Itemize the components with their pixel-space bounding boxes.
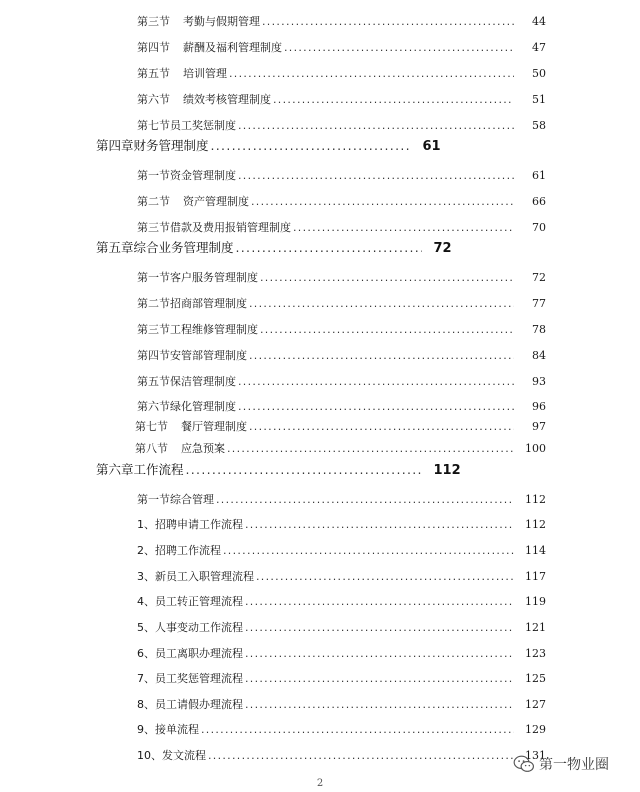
toc-page-number: 97 bbox=[532, 420, 546, 433]
toc-leader bbox=[223, 543, 514, 559]
toc-leader bbox=[186, 461, 422, 479]
toc-leader bbox=[245, 697, 514, 713]
toc-entry-label: 第一节客户服务管理制度 bbox=[137, 271, 258, 284]
toc-entry[interactable] bbox=[137, 748, 546, 764]
toc-leader bbox=[249, 296, 514, 312]
toc-entry[interactable] bbox=[137, 40, 546, 56]
toc-entry-label: 第一节资金管理制度 bbox=[137, 169, 236, 182]
watermark bbox=[513, 754, 609, 774]
toc-page-number: 121 bbox=[525, 621, 546, 634]
toc-entry-label: 3、新员工入职管理流程 bbox=[137, 570, 254, 583]
toc-page-number: 123 bbox=[525, 647, 546, 660]
toc-page-number: 78 bbox=[532, 323, 546, 336]
toc-leader bbox=[238, 399, 514, 415]
toc-entry-label: 第四节 薪酬及福利管理制度 bbox=[137, 41, 282, 54]
toc-entry-label: 8、员工请假办理流程 bbox=[137, 698, 243, 711]
toc-leader bbox=[245, 517, 514, 533]
toc-page-number: 72 bbox=[532, 271, 546, 284]
toc-entry-label: 第五节保洁管理制度 bbox=[137, 375, 236, 388]
toc-leader bbox=[238, 168, 514, 184]
toc-page-number: 114 bbox=[525, 544, 546, 557]
toc-entry-label: 第二节招商部管理制度 bbox=[137, 297, 247, 310]
toc-leader bbox=[256, 569, 514, 585]
toc-entry[interactable] bbox=[137, 697, 546, 713]
toc-entry[interactable] bbox=[137, 348, 546, 364]
toc-entry[interactable] bbox=[135, 419, 546, 435]
toc-page-number: 77 bbox=[532, 297, 546, 310]
toc-leader bbox=[262, 14, 514, 30]
toc-entry-label: 第三节 考勤与假期管理 bbox=[137, 15, 260, 28]
toc-page-number: 127 bbox=[525, 698, 546, 711]
toc-entry[interactable] bbox=[137, 517, 546, 533]
watermark-text: 第一物业圈 bbox=[539, 757, 609, 773]
toc-entry[interactable] bbox=[137, 118, 546, 134]
toc-entry-label: 10、发文流程 bbox=[137, 749, 206, 762]
toc-chapter-label: 第六章工作流程 bbox=[96, 462, 184, 477]
toc-entry[interactable] bbox=[137, 646, 546, 662]
toc-entry[interactable] bbox=[137, 322, 546, 338]
toc-leader bbox=[284, 40, 514, 56]
toc-entry[interactable] bbox=[137, 671, 546, 687]
toc-leader bbox=[236, 239, 422, 257]
toc-entry[interactable] bbox=[137, 399, 546, 415]
toc-leader bbox=[273, 92, 514, 108]
toc-entry[interactable] bbox=[137, 14, 546, 30]
wechat-icon bbox=[513, 755, 535, 773]
toc-entry[interactable] bbox=[137, 220, 546, 236]
toc-page-number: 96 bbox=[532, 400, 546, 413]
toc-leader bbox=[260, 270, 514, 286]
toc-entry-label: 第四节安管部管理制度 bbox=[137, 349, 247, 362]
toc-leader bbox=[245, 594, 514, 610]
toc-page-number: 100 bbox=[525, 442, 546, 455]
toc-leader bbox=[238, 118, 514, 134]
toc-page-number: 112 bbox=[525, 493, 546, 506]
footer-page-number: 2 bbox=[316, 778, 324, 789]
toc-leader bbox=[216, 492, 514, 508]
toc-entry[interactable] bbox=[137, 620, 546, 636]
toc-entry-label: 第六节绿化管理制度 bbox=[137, 400, 236, 413]
toc-page-number: 47 bbox=[532, 41, 546, 54]
toc-page-number: 44 bbox=[532, 15, 546, 28]
toc-page-number: 58 bbox=[532, 119, 546, 132]
toc-entry[interactable] bbox=[137, 594, 546, 610]
toc-entry[interactable] bbox=[137, 296, 546, 312]
toc-page-number: 72 bbox=[433, 241, 452, 256]
toc-entry[interactable] bbox=[137, 66, 546, 82]
toc-page-number: 50 bbox=[532, 67, 546, 80]
toc-page-number: 129 bbox=[525, 723, 546, 736]
toc-entry[interactable] bbox=[137, 569, 546, 585]
toc-entry[interactable] bbox=[137, 374, 546, 390]
toc-leader bbox=[251, 194, 514, 210]
toc-chapter-entry[interactable] bbox=[96, 461, 461, 479]
toc-page-number: 61 bbox=[532, 169, 546, 182]
toc-entry[interactable] bbox=[137, 194, 546, 210]
toc-entry-label: 4、员工转正管理流程 bbox=[137, 595, 243, 608]
toc-chapter-entry[interactable] bbox=[96, 137, 441, 155]
toc-entry[interactable] bbox=[137, 722, 546, 738]
toc-entry[interactable] bbox=[137, 168, 546, 184]
toc-entry-label: 5、人事变动工作流程 bbox=[137, 621, 243, 634]
toc-leader bbox=[249, 419, 514, 435]
toc-leader bbox=[293, 220, 514, 236]
toc-leader bbox=[229, 66, 514, 82]
toc-leader bbox=[227, 441, 514, 457]
toc-entry[interactable] bbox=[137, 543, 546, 559]
toc-leader bbox=[245, 646, 514, 662]
toc-page-number: 131 bbox=[525, 749, 546, 762]
toc-page-number: 70 bbox=[532, 221, 546, 234]
toc-page-number: 112 bbox=[525, 518, 546, 531]
toc-entry-label: 1、招聘申请工作流程 bbox=[137, 518, 243, 531]
toc-page-number: 51 bbox=[532, 93, 546, 106]
toc-entry-label: 第三节借款及费用报销管理制度 bbox=[137, 221, 291, 234]
toc-entry[interactable] bbox=[137, 270, 546, 286]
toc-entry-label: 第一节综合管理 bbox=[137, 493, 214, 506]
toc-entry-label: 7、员工奖惩管理流程 bbox=[137, 672, 243, 685]
toc-chapter-entry[interactable] bbox=[96, 239, 452, 257]
toc-chapter-label: 第四章财务管理制度 bbox=[96, 138, 209, 153]
toc-page-number: 117 bbox=[525, 570, 546, 583]
toc-leader bbox=[245, 671, 514, 687]
toc-leader bbox=[238, 374, 514, 390]
toc-entry-label: 第二节 资产管理制度 bbox=[137, 195, 249, 208]
toc-leader bbox=[201, 722, 514, 738]
toc-entry-label: 第五节 培训管理 bbox=[137, 67, 227, 80]
toc-entry-label: 6、员工离职办理流程 bbox=[137, 647, 243, 660]
toc-page-number: 61 bbox=[422, 139, 441, 154]
toc-leader bbox=[260, 322, 514, 338]
toc-page-number: 93 bbox=[532, 375, 546, 388]
toc-page-number: 66 bbox=[532, 195, 546, 208]
toc-entry[interactable] bbox=[137, 492, 546, 508]
toc-entry-label: 第七节 餐厅管理制度 bbox=[135, 420, 247, 433]
toc-entry-label: 第七节员工奖惩制度 bbox=[137, 119, 236, 132]
toc-entry[interactable] bbox=[137, 92, 546, 108]
toc-entry-label: 2、招聘工作流程 bbox=[137, 544, 221, 557]
toc-entry-label: 9、接单流程 bbox=[137, 723, 199, 736]
toc-page-number: 84 bbox=[532, 349, 546, 362]
toc-entry-label: 第六节 绩效考核管理制度 bbox=[137, 93, 271, 106]
toc-entry-label: 第八节 应急预案 bbox=[135, 442, 225, 455]
toc-page-number: 112 bbox=[433, 463, 461, 478]
toc-leader bbox=[245, 620, 514, 636]
toc-page-number: 119 bbox=[525, 595, 546, 608]
toc-leader bbox=[249, 348, 514, 364]
toc-chapter-label: 第五章综合业务管理制度 bbox=[96, 240, 234, 255]
toc-entry[interactable] bbox=[135, 441, 546, 457]
toc-entry-label: 第三节工程维修管理制度 bbox=[137, 323, 258, 336]
toc-leader bbox=[208, 748, 514, 764]
toc-page-number: 125 bbox=[525, 672, 546, 685]
toc-leader bbox=[211, 137, 411, 155]
